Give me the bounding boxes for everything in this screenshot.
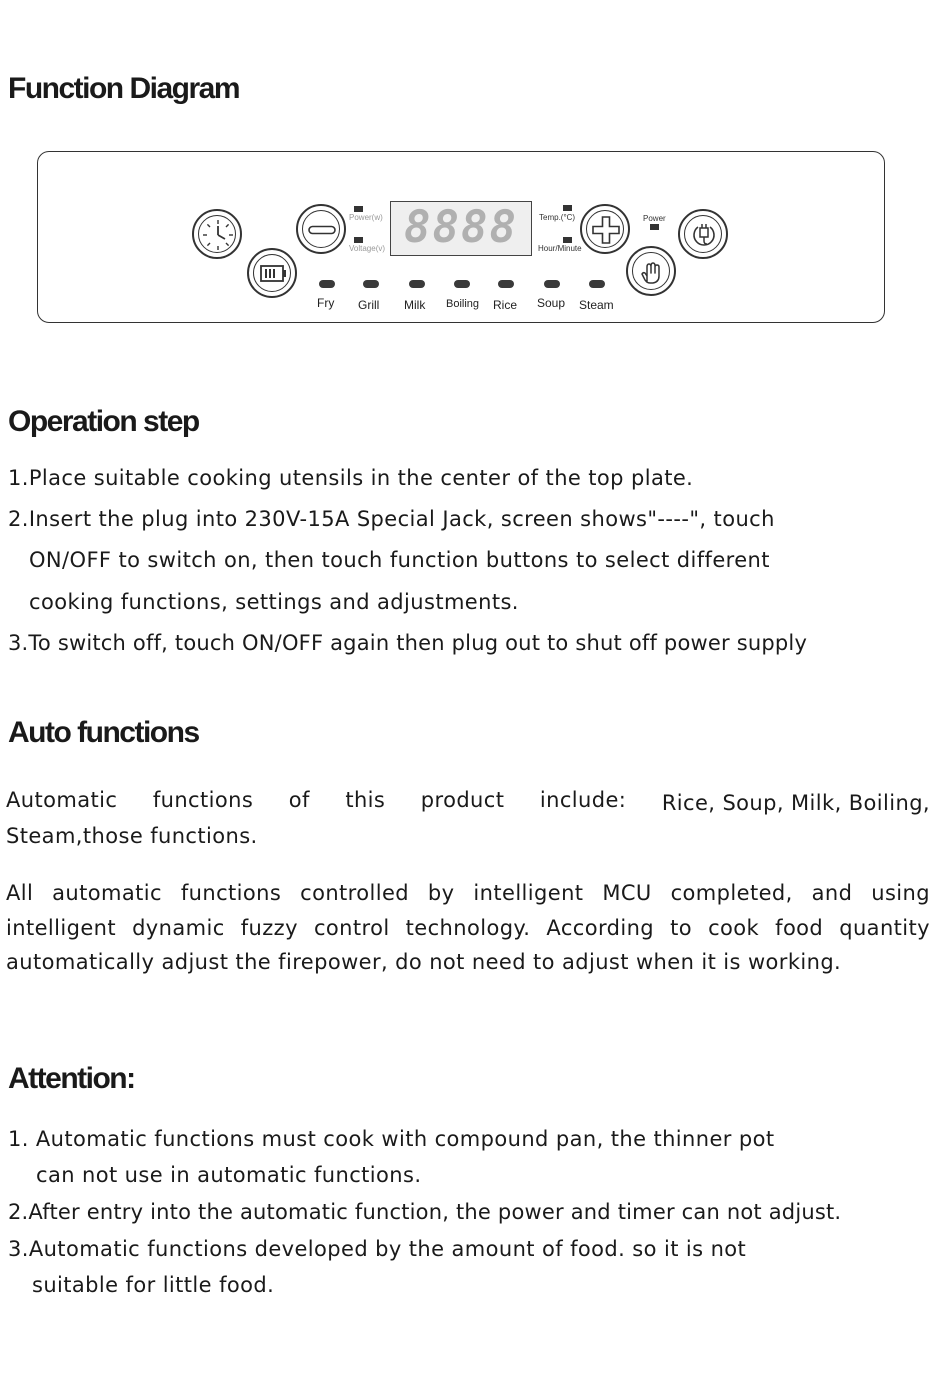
attention-item-1-cont: can not use in automatic functions.	[36, 1163, 422, 1187]
function-label-grill: Grill	[358, 298, 380, 312]
hand-icon	[632, 252, 670, 290]
operation-step-2-cont-2: cooking functions, settings and adjustments.	[29, 590, 519, 614]
operation-step-1: 1.Place suitable cooking utensils in the center of the top plate.	[8, 466, 694, 490]
auto-intro-line	[6, 788, 930, 815]
function-label-rice: Rice	[493, 298, 518, 312]
heading-operation-step: Operation step	[8, 405, 199, 438]
function-label-soup: Soup	[537, 296, 566, 310]
voltage-v-label: Voltage(v)	[349, 244, 386, 253]
auto-intro-word: of	[288, 788, 310, 812]
hour-minute-indicator	[563, 237, 572, 243]
operation-step-3: 3.To switch off, touch ON/OFF again then plug out to shut off power supply	[8, 631, 808, 655]
auto-function-list: Rice, Soup, Milk, Boiling,	[661, 791, 930, 815]
battery-button[interactable]	[247, 248, 297, 298]
heading-auto-functions: Auto functions	[8, 716, 199, 749]
timer-button[interactable]	[192, 209, 242, 259]
plus-button[interactable]	[580, 204, 630, 254]
auto-intro-line-2: Steam,those functions.	[6, 824, 258, 848]
auto-intro-word: this	[345, 788, 386, 812]
battery-icon	[253, 254, 291, 292]
auto-intro-word: Automatic	[6, 788, 118, 812]
power-indicator	[650, 224, 659, 230]
minus-icon	[302, 210, 340, 248]
heading-attention: Attention:	[8, 1062, 135, 1095]
power-label: Power	[643, 214, 666, 223]
function-label-milk: Milk	[404, 298, 426, 312]
hour-minute-label: Hour/Minute	[538, 244, 582, 253]
operation-step-2: 2.Insert the plug into 230V-15A Special Jack, screen shows"----", touch	[8, 507, 775, 531]
milk-led	[409, 280, 425, 288]
soup-led	[544, 280, 560, 288]
control-panel	[37, 151, 885, 323]
attention-item-3-cont: suitable for little food.	[32, 1273, 275, 1297]
auto-mcu-paragraph: All automatic functions controlled by intelligent MCU completed, and using intelligent dynamic fuzzy control technology. According to cook food quantity automatically adjust the firepower, do not need to adjust when it is working.	[6, 881, 930, 974]
auto-intro-word: functions	[152, 788, 254, 812]
voltage-v-indicator	[354, 237, 363, 243]
fry-led	[319, 280, 335, 288]
heading-function-diagram: Function Diagram	[8, 72, 240, 105]
plus-icon	[586, 210, 624, 248]
power-w-label: Power(w)	[349, 213, 383, 222]
attention-item-2: 2.After entry into the automatic function, the power and timer can not adjust.	[8, 1200, 842, 1224]
auto-intro-word: product	[420, 788, 505, 812]
on-off-button[interactable]	[678, 209, 728, 259]
boiling-led	[454, 280, 470, 288]
function-label-boiling: Boiling	[446, 298, 480, 310]
temp-indicator	[563, 205, 572, 211]
minus-button[interactable]	[296, 204, 346, 254]
rice-led	[498, 280, 514, 288]
led-display	[390, 201, 532, 256]
clock-icon	[198, 215, 236, 253]
temp-label: Temp.(°C)	[539, 213, 576, 222]
grill-led	[363, 280, 379, 288]
attention-item-3: 3.Automatic functions developed by the amount of food. so it is not	[8, 1237, 747, 1261]
auto-intro-word: include:	[539, 788, 627, 812]
display-digits: 8888	[404, 202, 518, 253]
function-label-steam: Steam	[579, 298, 614, 312]
attention-item-1: 1. Automatic functions must cook with compound pan, the thinner pot	[8, 1127, 775, 1151]
power-w-indicator	[354, 206, 363, 212]
plug-icon	[684, 215, 722, 253]
function-label-fry: Fry	[317, 296, 335, 310]
operation-step-2-cont-1: ON/OFF to switch on, then touch function buttons to select different	[29, 548, 770, 572]
steam-led	[589, 280, 605, 288]
function-select-button[interactable]	[626, 246, 676, 296]
